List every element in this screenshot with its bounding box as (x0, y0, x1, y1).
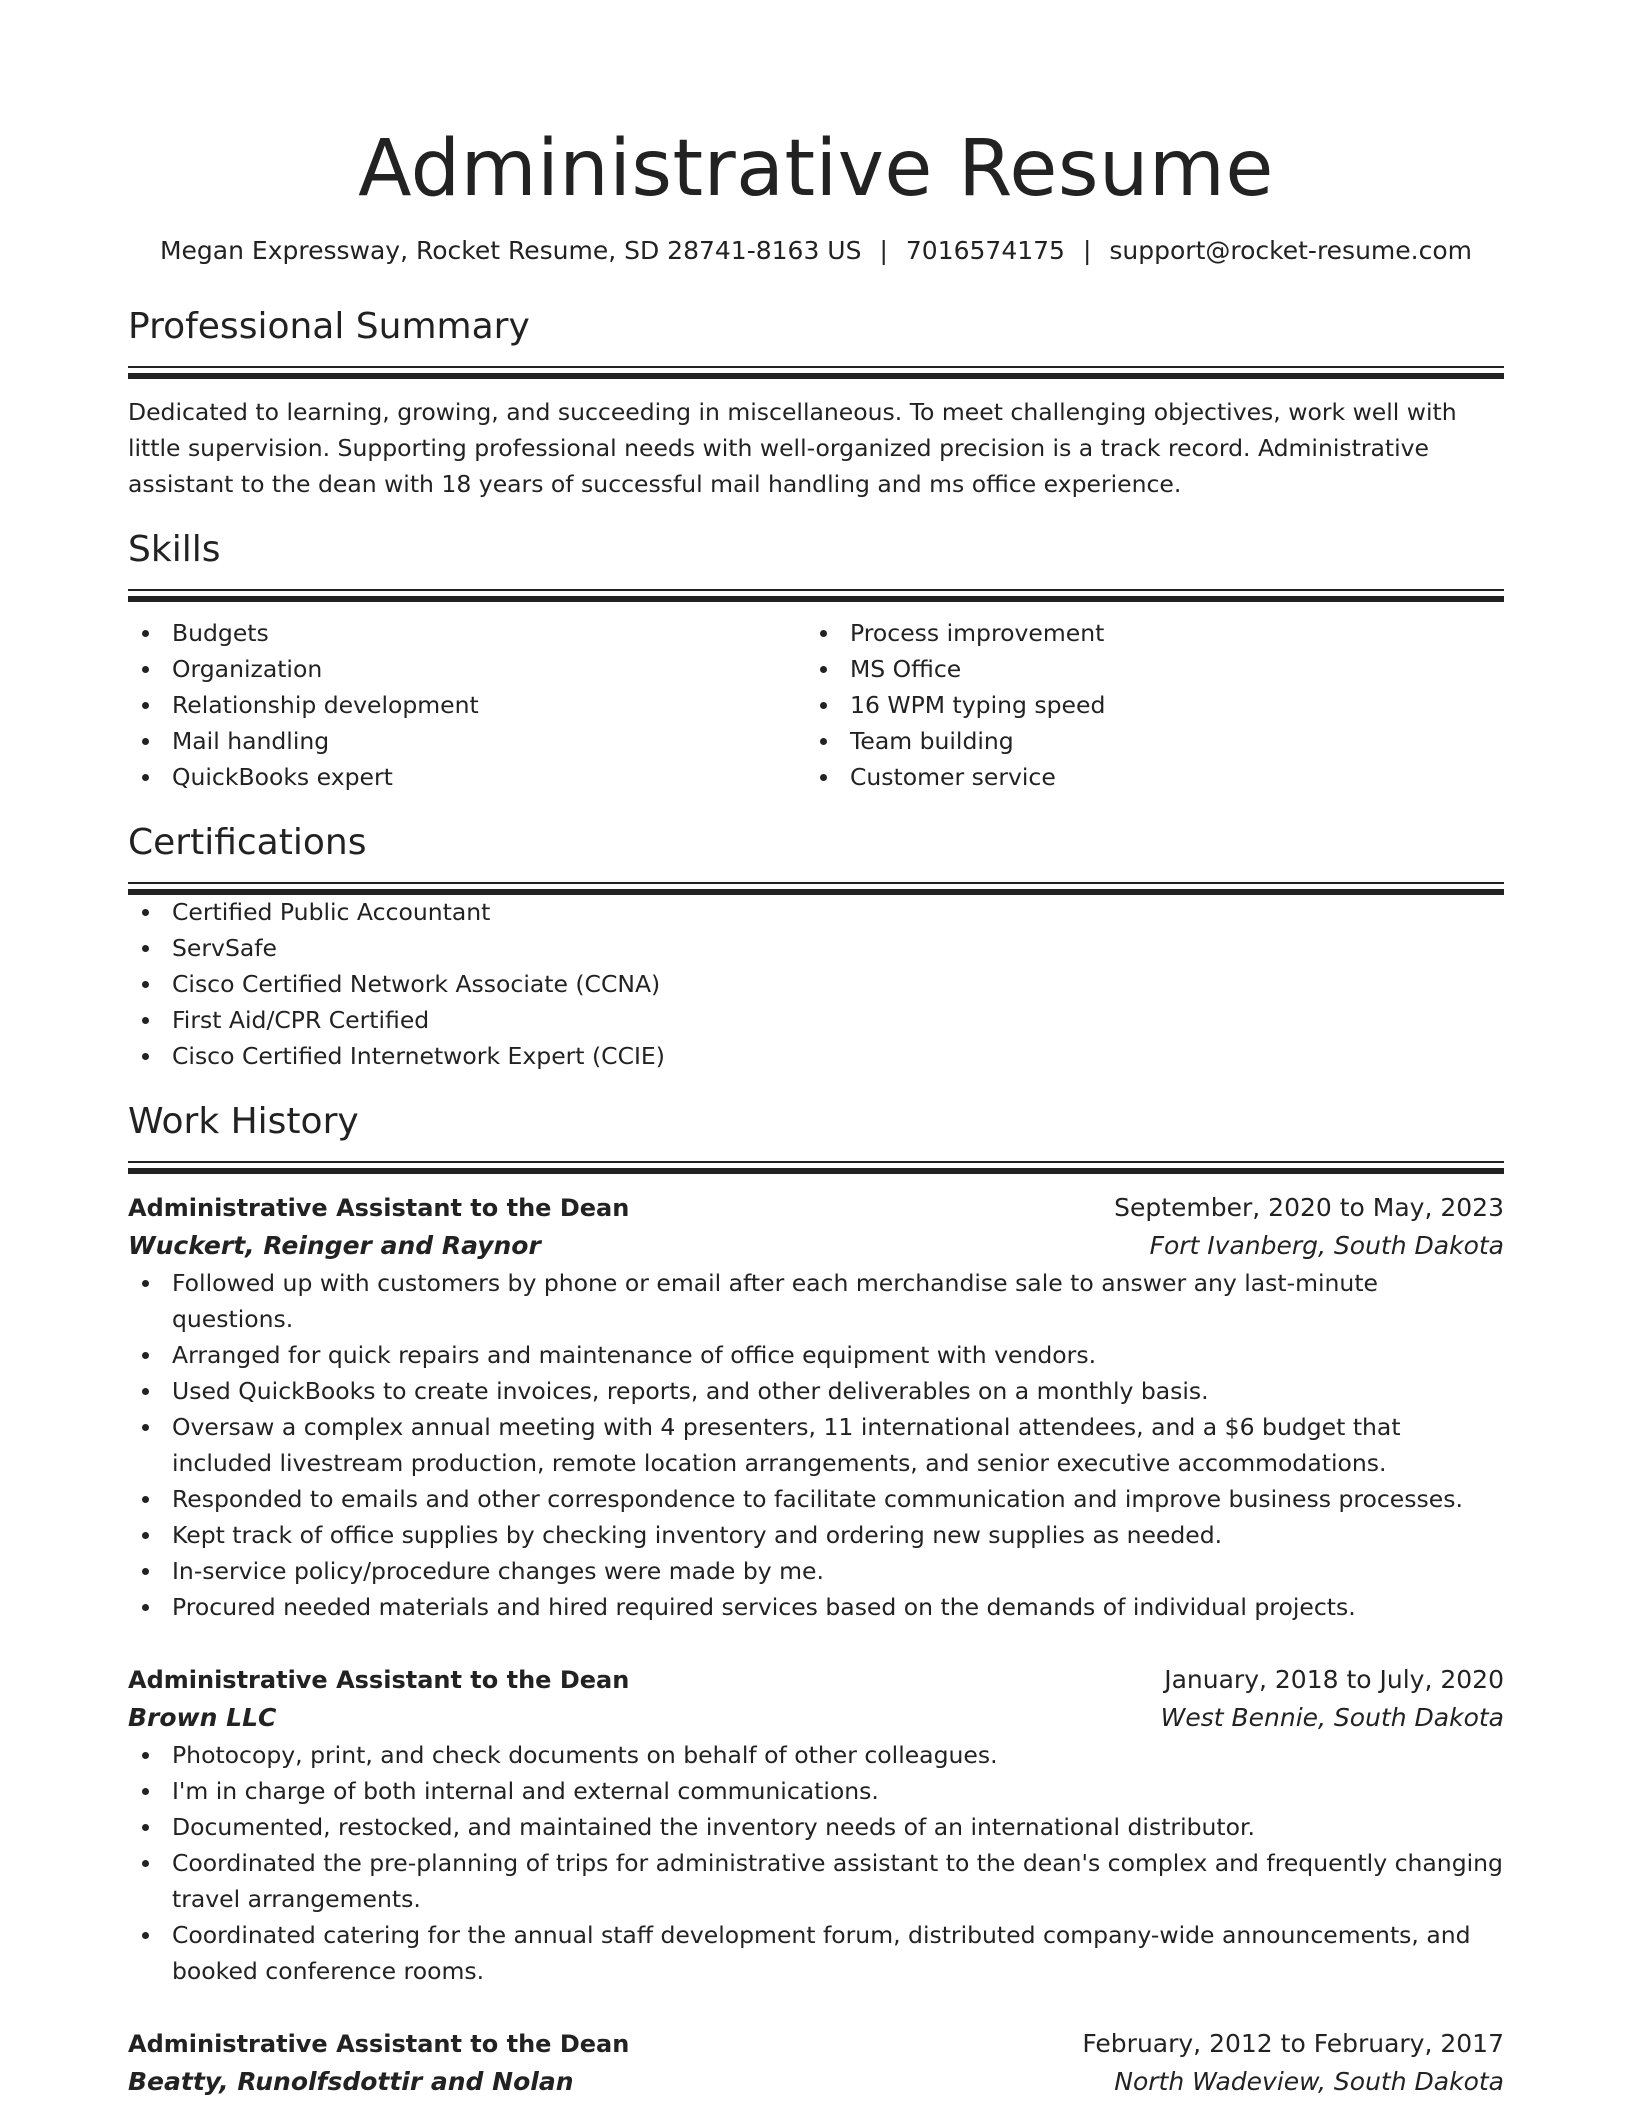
job-header-row (128, 1661, 1504, 1699)
contact-line (128, 233, 1504, 269)
list-item: Team building (806, 723, 1484, 759)
list-item: Photocopy, print, and check documents on behalf of other colleagues. (128, 1737, 1504, 1773)
list-item: Followed up with customers by phone or email after each merchandise sale to answer any last-minute questions. (128, 1265, 1504, 1337)
list-item: Arranged for quick repairs and maintenance of office equipment with vendors. (128, 1337, 1504, 1373)
job-header-row (128, 2025, 1504, 2063)
bullet-icon (142, 945, 149, 952)
bullet-icon (142, 1424, 149, 1431)
bullet-icon (820, 738, 827, 745)
bullet-icon (142, 1496, 149, 1503)
bullet-icon (142, 1280, 149, 1287)
bullet-icon (142, 1604, 149, 1611)
job-title: Administrative Assistant to the Dean (128, 1666, 630, 1694)
summary-section (128, 303, 1504, 502)
list-item: Organization (128, 651, 806, 687)
list-item: Customer service (806, 759, 1484, 795)
bullet-icon (142, 1568, 149, 1575)
section-heading-certifications: Certifications (128, 822, 367, 863)
bullet-icon (820, 666, 827, 673)
bullet-icon (820, 630, 827, 637)
section-divider (128, 882, 1504, 894)
list-item: ServSafe (128, 930, 1504, 966)
skills-grid (128, 615, 1504, 795)
bullet-icon (142, 1352, 149, 1359)
list-item: Used QuickBooks to create invoices, reports, and other deliverables on a monthly basis. (128, 1373, 1504, 1409)
contact-separator: | (1082, 236, 1092, 265)
job-entry (128, 1661, 1504, 1989)
list-item: Responded to emails and other correspondence to facilitate communication and improve business processes. (128, 1481, 1504, 1517)
bullet-icon (142, 630, 149, 637)
work-history-section (128, 1098, 1504, 2101)
bullet-icon (820, 774, 827, 781)
bullet-icon (142, 1824, 149, 1831)
bullet-icon (142, 666, 149, 673)
job-company: Brown LLC (128, 1703, 277, 1732)
job-entry (128, 2025, 1504, 2101)
section-divider (128, 1161, 1504, 1173)
job-company: Wuckert, Reinger and Raynor (128, 1231, 541, 1260)
job-title: Administrative Assistant to the Dean (128, 2030, 630, 2058)
job-dates: February, 2012 to February, 2017 (1082, 2029, 1504, 2058)
list-item: I'm in charge of both internal and external communications. (128, 1773, 1504, 1809)
section-divider (128, 366, 1504, 378)
list-item: Coordinated catering for the annual staff development forum, distributed company-wide announcements, and booked conference rooms. (128, 1917, 1504, 1989)
bullet-icon (142, 1532, 149, 1539)
skills-section (128, 526, 1504, 795)
job-location: North Wadeview, South Dakota (1114, 2067, 1504, 2096)
list-item: Coordinated the pre-planning of trips for administrative assistant to the dean's complex and frequently changing travel arrangements. (128, 1845, 1504, 1917)
bullet-icon (142, 909, 149, 916)
job-company: Beatty, Runolfsdottir and Nolan (128, 2067, 574, 2096)
contact-separator: | (879, 236, 888, 265)
section-heading-summary: Professional Summary (128, 306, 530, 347)
list-item: Certified Public Accountant (128, 894, 1504, 930)
resume-title: Administrative Resume (358, 124, 1274, 214)
section-heading-skills: Skills (128, 529, 221, 570)
bullet-icon (142, 1053, 149, 1060)
list-item: Oversaw a complex annual meeting with 4 presenters, 11 international attendees, and a $6 budget that included livestream production, remote location arrangements, and senior executive accommodations. (128, 1409, 1504, 1481)
certifications-list (128, 894, 1504, 1074)
job-bullets (128, 1265, 1504, 1625)
bullet-icon (142, 1017, 149, 1024)
bullet-icon (142, 702, 149, 709)
list-item: In-service policy/procedure changes were made by me. (128, 1553, 1504, 1589)
job-company-row (128, 2063, 1504, 2101)
contact-phone: 7016574175 (905, 236, 1065, 265)
contact-address: Megan Expressway, Rocket Resume, SD 28741-8163 US (159, 236, 862, 265)
bullet-icon (142, 1932, 149, 1939)
list-item: Relationship development (128, 687, 806, 723)
job-dates: September, 2020 to May, 2023 (1114, 1193, 1504, 1222)
list-item: Cisco Certified Network Associate (CCNA) (128, 966, 1504, 1002)
job-company-row (128, 1699, 1504, 1737)
resume-page (128, 0, 1504, 2112)
job-location: West Bennie, South Dakota (1160, 1703, 1504, 1732)
job-bullets (128, 1737, 1504, 1989)
section-divider (128, 589, 1504, 601)
list-item: Procured needed materials and hired required services based on the demands of individual projects. (128, 1589, 1504, 1625)
list-item: Cisco Certified Internetwork Expert (CCIE) (128, 1038, 1504, 1074)
bullet-icon (142, 1788, 149, 1795)
list-item: First Aid/CPR Certified (128, 1002, 1504, 1038)
job-dates: January, 2018 to July, 2020 (1164, 1665, 1504, 1694)
job-company-row (128, 1227, 1504, 1265)
bullet-icon (142, 738, 149, 745)
summary-text: Dedicated to learning, growing, and succeeding in miscellaneous. To meet challenging objectives, work well with little supervision. Supporting professional needs with well-organized precision is a track record. Administrative assistant to the dean with 18 years of successful mail handling and ms office experience. (128, 398, 1457, 498)
bullet-icon (820, 702, 827, 709)
job-entry (128, 1189, 1504, 1625)
list-item: 16 WPM typing speed (806, 687, 1484, 723)
list-item: Mail handling (128, 723, 806, 759)
list-item: Process improvement (806, 615, 1484, 651)
bullet-icon (142, 981, 149, 988)
list-item: MS Office (806, 651, 1484, 687)
list-item: Budgets (128, 615, 806, 651)
list-item: QuickBooks expert (128, 759, 806, 795)
list-item: Kept track of office supplies by checking inventory and ordering new supplies as needed. (128, 1517, 1504, 1553)
bullet-icon (142, 774, 149, 781)
certifications-section (128, 819, 1504, 1074)
bullet-icon (142, 1752, 149, 1759)
skills-column-right (806, 615, 1484, 795)
skills-column-left (128, 615, 806, 795)
job-header-row (128, 1189, 1504, 1227)
contact-email: support@rocket-resume.com (1109, 236, 1473, 265)
section-heading-work-history: Work History (128, 1101, 359, 1142)
job-title: Administrative Assistant to the Dean (128, 1194, 630, 1222)
list-item: Documented, restocked, and maintained the inventory needs of an international distributor. (128, 1809, 1504, 1845)
job-location: Fort Ivanberg, South Dakota (1149, 1231, 1504, 1260)
bullet-icon (142, 1860, 149, 1867)
bullet-icon (142, 1388, 149, 1395)
